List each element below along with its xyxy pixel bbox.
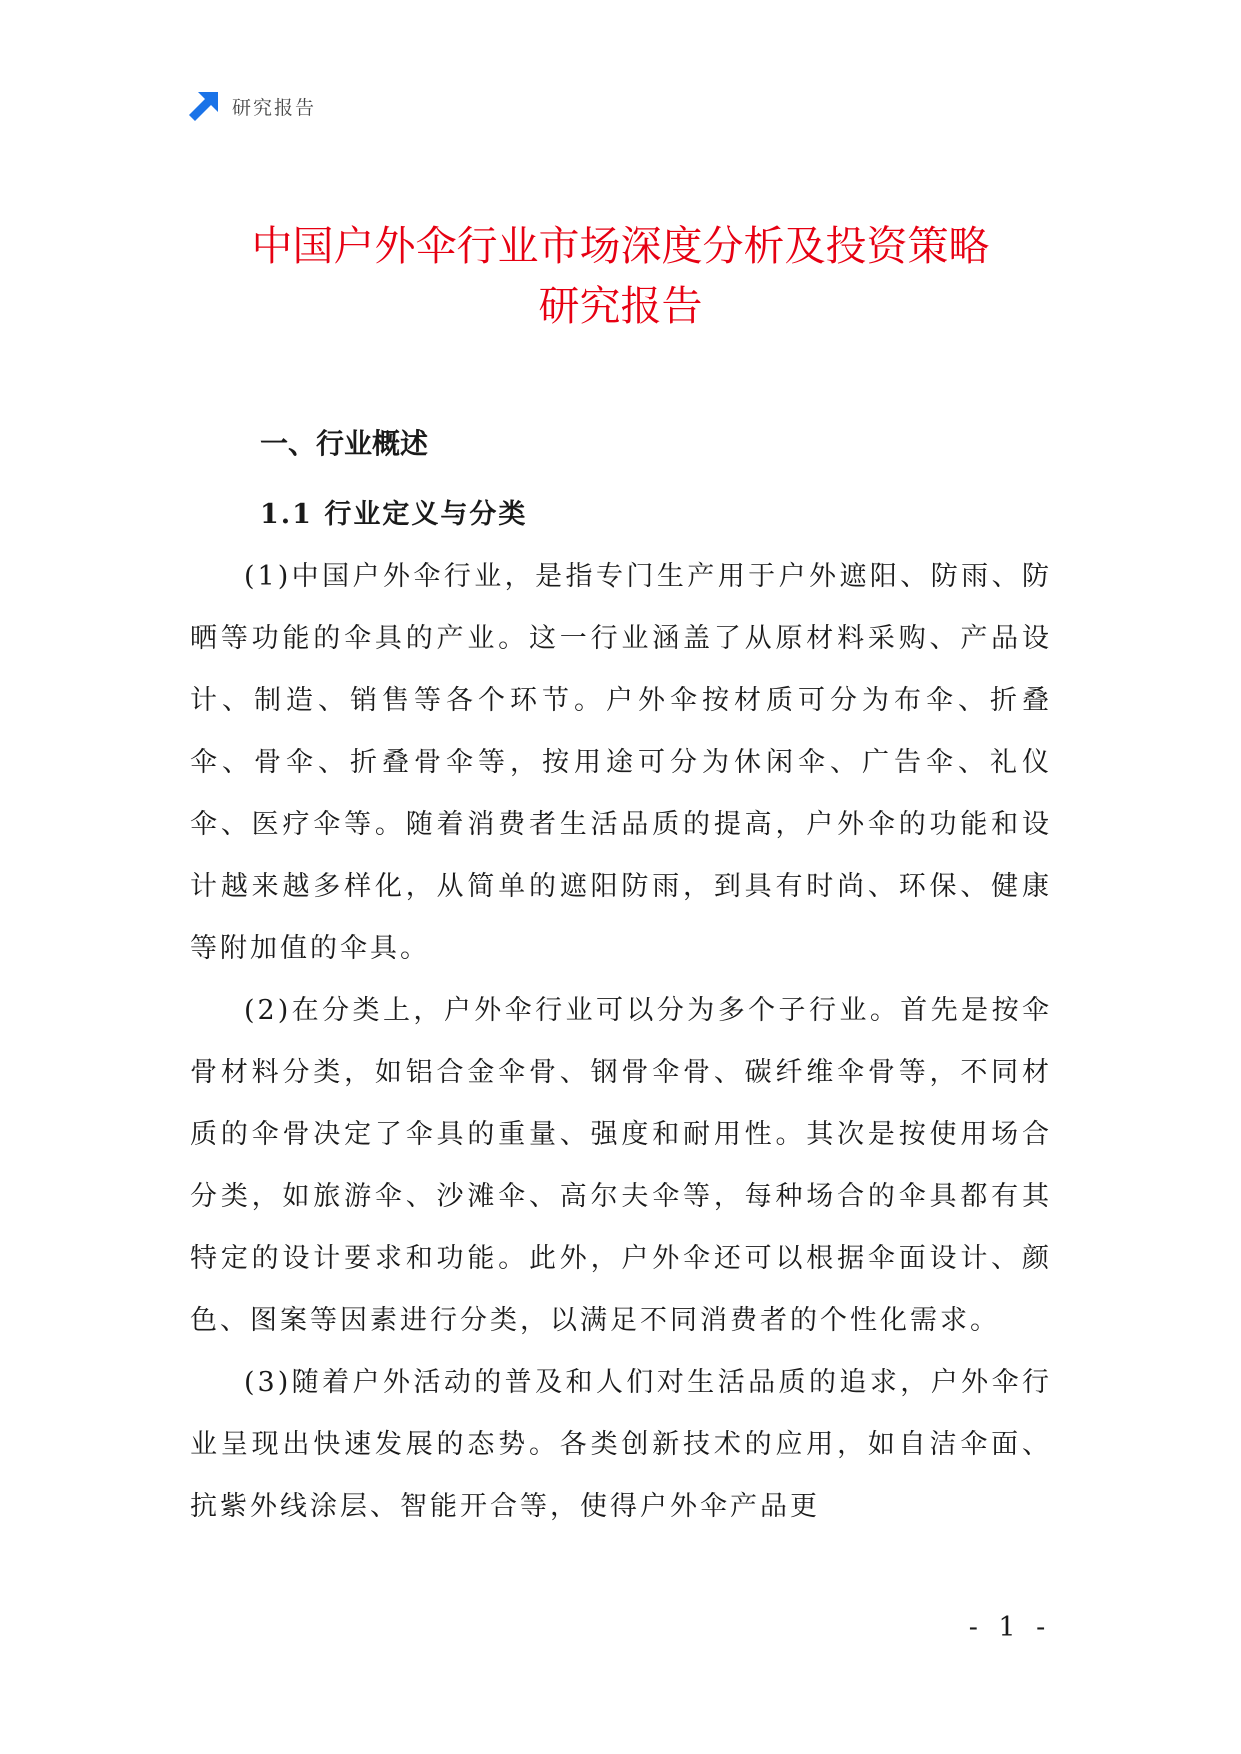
section-subheading: 1.1 行业定义与分类 <box>260 499 528 530</box>
document-title <box>150 216 1091 336</box>
header-label: 研究报告 <box>232 96 317 119</box>
title-line-1: 中国户外伞行业市场深度分析及投资策略 <box>251 222 990 270</box>
arrow-up-right-icon <box>188 90 220 122</box>
paragraph-2: (2)在分类上，户外伞行业可以分为多个子行业。首先是按伞骨材料分类，如铝合金伞骨、钢骨伞骨、碳纤维伞骨等，不同材质的伞骨决定了伞具的重量、强度和耐用性。其次是按使用场合分类，如旅游伞、沙滩伞、高尔夫伞等，每种场合的伞具都有其特定的设计要求和功能。此外，户外伞还可以根据伞面设计、颜色、图案等因素进行分类，以满足不同消费者的个性化需求。 <box>190 995 1052 1336</box>
document-body <box>190 414 1052 1538</box>
paragraph-3: (3)随着户外活动的普及和人们对生活品质的追求，户外伞行业呈现出快速发展的态势。各类创新技术的应用，如自洁伞面、抗紫外线涂层、智能开合等，使得户外伞产品更 <box>190 1367 1052 1522</box>
paragraph-1: (1)中国户外伞行业，是指专门生产用于户外遮阳、防雨、防晒等功能的伞具的产业。这一行业涵盖了从原材料采购、产品设计、制造、销售等各个环节。户外伞按材质可分为布伞、折叠伞、骨伞、折叠骨伞等，按用途可分为休闲伞、广告伞、礼仪伞、医疗伞等。随着消费者生活品质的提高，户外伞的功能和设计越来越多样化，从简单的遮阳防雨，到具有时尚、环保、健康等附加值的伞具。 <box>190 561 1052 964</box>
page-number: - 1 - <box>968 1612 1052 1643</box>
title-line-2: 研究报告 <box>538 282 703 330</box>
page-header <box>188 88 316 124</box>
section-heading: 一、行业概述 <box>260 427 429 460</box>
